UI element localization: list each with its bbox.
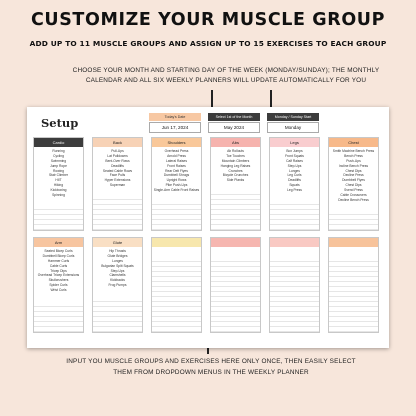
month-select-cell xyxy=(208,113,260,137)
muscle-group-column xyxy=(151,137,202,231)
exercise-item[interactable]: Ab Rollouts xyxy=(227,149,244,153)
exercise-item[interactable]: Leg Press xyxy=(287,188,302,193)
exercise-item[interactable]: Bench Press xyxy=(344,153,363,158)
exercise-blank-line[interactable] xyxy=(34,225,83,230)
setup-title: Setup xyxy=(41,116,79,130)
exercise-list xyxy=(211,247,260,249)
muscle-group-column xyxy=(328,237,379,333)
exercise-item[interactable]: Spider Curls xyxy=(49,283,68,288)
muscle-group-name[interactable]: Chest xyxy=(329,138,378,147)
exercise-list xyxy=(270,147,319,193)
exercise-item[interactable]: Bicycle Crunches xyxy=(222,173,249,178)
muscle-group-column xyxy=(151,237,202,333)
page-title: CUSTOMIZE YOUR MUSCLE GROUP xyxy=(30,10,386,30)
groups-setup-note: INPUT YOU MUSCLE GROUPS AND EXERCISES HERE ONLY ONCE, THEN EASILY SELECT THEM FROM DROPDOWN MENUS IN THE WEEKLY PLANNER xyxy=(66,358,356,376)
muscle-group-column xyxy=(210,137,261,231)
month-select[interactable]: May 2024 xyxy=(208,122,260,133)
exercise-item[interactable]: Seated Cable Rows xyxy=(102,168,133,173)
muscle-group-column xyxy=(269,137,320,231)
weekstart-select-cell xyxy=(267,113,319,137)
weekstart-select[interactable]: Monday xyxy=(267,122,319,133)
exercise-item[interactable]: Pull-Ups xyxy=(111,149,124,153)
exercise-item[interactable]: Step-Ups xyxy=(287,163,302,168)
exercise-list xyxy=(152,247,201,249)
exercise-item[interactable]: Overhead Press xyxy=(164,149,189,153)
exercise-item[interactable]: Step-Ups xyxy=(110,268,125,273)
muscle-group-name[interactable]: Legs xyxy=(270,138,319,147)
exercise-blank-lines xyxy=(329,210,378,230)
exercise-item[interactable]: Svend Press xyxy=(344,188,363,193)
today-date-label: Today's Date xyxy=(149,113,201,121)
muscle-group-name[interactable]: Abs xyxy=(211,138,260,147)
exercise-item[interactable]: Calf Raises xyxy=(286,158,303,163)
exercise-item[interactable]: Spinning xyxy=(52,193,65,198)
month-select-label: Select 1st of the Month xyxy=(208,113,260,121)
exercise-item[interactable]: Mountain Climbers xyxy=(221,158,250,163)
muscle-group-column xyxy=(269,237,320,333)
exercise-item[interactable]: Glute Bridges xyxy=(107,253,128,258)
exercise-blank-line[interactable] xyxy=(211,327,260,332)
exercise-blank-lines xyxy=(34,205,83,230)
exercise-blank-lines xyxy=(34,302,83,332)
exercise-item[interactable]: Superman xyxy=(109,183,126,188)
exercise-item[interactable]: Running xyxy=(52,149,65,153)
exercise-blank-line[interactable] xyxy=(34,327,83,332)
exercise-item[interactable]: Lat Pulldowns xyxy=(107,153,128,158)
exercise-item[interactable]: Upright Rows xyxy=(166,178,187,183)
exercise-blank-line[interactable] xyxy=(152,225,201,230)
exercise-item[interactable]: Hiking xyxy=(53,183,64,188)
exercise-item[interactable]: Front Squats xyxy=(285,153,304,158)
exercise-blank-lines xyxy=(329,257,378,332)
exercise-item[interactable]: Hanging Leg Raises xyxy=(220,163,251,168)
exercise-blank-line[interactable] xyxy=(329,225,378,230)
exercise-blank-lines xyxy=(211,190,260,230)
exercise-item[interactable]: Chest Dips xyxy=(345,183,362,188)
exercise-item[interactable]: Decline Bench Press xyxy=(338,197,369,202)
muscle-group-name[interactable]: Shoulders xyxy=(152,138,201,147)
exercise-list xyxy=(34,247,83,293)
muscle-group-column xyxy=(328,137,379,231)
exercise-item[interactable]: Bent-Over Rows xyxy=(105,158,130,163)
exercise-item[interactable]: Cycling xyxy=(53,153,64,158)
exercise-item[interactable]: Hip Thrusts xyxy=(109,249,126,253)
exercise-item[interactable]: Incline Bench Press xyxy=(338,163,369,168)
exercise-blank-lines xyxy=(93,297,142,332)
exercise-item[interactable]: Squats xyxy=(289,183,300,188)
exercise-item[interactable]: Rear Delt Flyes xyxy=(165,168,188,173)
exercise-blank-lines xyxy=(270,257,319,332)
muscle-group-name[interactable] xyxy=(211,238,260,247)
muscle-group-column xyxy=(92,237,143,333)
exercise-item[interactable]: Bulgarian Split Squats xyxy=(101,263,134,268)
exercise-item[interactable]: Chest Dips xyxy=(345,168,362,173)
exercise-list xyxy=(270,247,319,249)
exercise-item[interactable]: Box Jumps xyxy=(286,149,303,153)
muscle-group-name[interactable]: Arm xyxy=(34,238,83,247)
exercise-item[interactable]: Front Raises xyxy=(167,163,186,168)
exercise-item[interactable]: Clamshells xyxy=(109,273,126,278)
exercise-item[interactable]: Frog Pumps xyxy=(108,283,127,288)
exercise-item[interactable]: Lateral Raises xyxy=(165,158,188,163)
exercise-item[interactable]: Side Planks xyxy=(226,178,245,183)
exercise-item[interactable]: Overhead Tricep Extensions xyxy=(37,273,80,278)
exercise-list xyxy=(211,147,260,183)
exercise-item[interactable]: Dumbbell Shrugs xyxy=(163,173,190,178)
exercise-item[interactable]: Skullcrushers xyxy=(48,278,69,283)
exercise-item[interactable]: Tricep Dips xyxy=(50,268,67,273)
exercise-item[interactable]: Smith Machine Bench Press xyxy=(332,149,375,153)
exercise-item[interactable]: Dumbbell Bicep Curls xyxy=(42,253,75,258)
exercise-item[interactable]: Lunges xyxy=(112,258,123,263)
exercise-item[interactable]: Hyper Extensions xyxy=(104,178,131,183)
exercise-item[interactable]: Hammer Curls xyxy=(47,258,70,263)
exercise-item[interactable]: Decline Press xyxy=(343,173,364,178)
exercise-item[interactable]: Cable Crossovers xyxy=(340,193,367,198)
muscle-group-name[interactable] xyxy=(329,238,378,247)
exercise-blank-lines xyxy=(270,200,319,230)
exercise-list xyxy=(34,147,83,198)
exercise-item[interactable]: Wrist Curls xyxy=(50,288,67,293)
exercise-item[interactable]: Push-Ups xyxy=(346,158,361,163)
muscle-group-column xyxy=(210,237,261,333)
exercise-item[interactable]: Jump Rope xyxy=(50,163,67,168)
exercise-item[interactable]: HIIT xyxy=(55,178,62,183)
exercise-item[interactable]: Deadlifts xyxy=(111,163,124,168)
today-date-cell xyxy=(149,113,201,137)
exercise-item[interactable]: Crunches xyxy=(228,168,243,173)
muscle-group-name[interactable]: Glute xyxy=(93,238,142,247)
muscle-group-name[interactable]: Back xyxy=(93,138,142,147)
exercise-blank-line[interactable] xyxy=(93,327,142,332)
exercise-blank-line[interactable] xyxy=(270,225,319,230)
weekstart-select-label: Monday / Sunday Start xyxy=(267,113,319,121)
exercise-item[interactable]: Kickbacks xyxy=(110,278,125,283)
exercise-item[interactable]: Toe Touches xyxy=(226,153,245,158)
exercise-list xyxy=(93,147,142,188)
exercise-list xyxy=(152,147,201,193)
exercise-item[interactable]: Leg Curls xyxy=(287,173,302,178)
exercise-item[interactable]: Face Pulls xyxy=(109,173,126,178)
exercise-item[interactable]: Swimming xyxy=(50,158,67,163)
exercise-blank-line[interactable] xyxy=(93,225,142,230)
muscle-group-name[interactable] xyxy=(270,238,319,247)
page-subtitle: ADD UP TO 11 MUSCLE GROUPS AND ASSIGN UP TO 15 EXERCISES TO EACH GROUP xyxy=(29,39,387,48)
exercise-blank-line[interactable] xyxy=(270,327,319,332)
exercise-blank-line[interactable] xyxy=(211,225,260,230)
exercise-item[interactable]: Arnold Press xyxy=(167,153,186,158)
exercise-blank-lines xyxy=(93,195,142,230)
exercise-list xyxy=(329,247,378,249)
exercise-blank-lines xyxy=(211,257,260,332)
exercise-item[interactable]: Lunges xyxy=(289,168,300,173)
exercise-blank-line[interactable] xyxy=(152,327,201,332)
exercise-list xyxy=(93,247,142,288)
exercise-item[interactable]: Seated Bicep Curls xyxy=(44,249,73,253)
exercise-list xyxy=(329,147,378,203)
exercise-item[interactable]: Kickboxing xyxy=(50,188,67,193)
today-date-value: Jun 17, 2024 xyxy=(149,122,201,133)
muscle-group-column xyxy=(92,137,143,231)
exercise-item[interactable]: Single-Arm Cable Front Raises xyxy=(153,188,200,193)
muscle-group-column xyxy=(33,137,84,231)
setup-sheet xyxy=(27,107,389,348)
muscle-group-column xyxy=(33,237,84,333)
exercise-item[interactable]: Dumbbell Flyes xyxy=(342,178,365,183)
exercise-blank-line[interactable] xyxy=(329,327,378,332)
muscle-group-name[interactable] xyxy=(152,238,201,247)
exercise-item[interactable]: Pike Push-Ups xyxy=(165,183,188,188)
exercise-item[interactable]: Rowing xyxy=(53,168,64,173)
exercise-blank-lines xyxy=(152,200,201,230)
exercise-item[interactable]: Deadlifts xyxy=(288,178,301,183)
month-setup-note: CHOOSE YOUR MONTH AND STARTING DAY OF THE WEEK (MONDAY/SUNDAY); THE MONTHLY CALENDAR AND ALL SIX WEEKLY PLANNERS WILL UPDATE AUTOMATICALLY FOR YOU xyxy=(72,67,380,84)
exercise-item[interactable]: Cable Curls xyxy=(49,263,68,268)
muscle-group-name[interactable]: Cardio xyxy=(34,138,83,147)
exercise-blank-lines xyxy=(152,257,201,332)
exercise-item[interactable]: Stair Climber xyxy=(48,173,69,178)
